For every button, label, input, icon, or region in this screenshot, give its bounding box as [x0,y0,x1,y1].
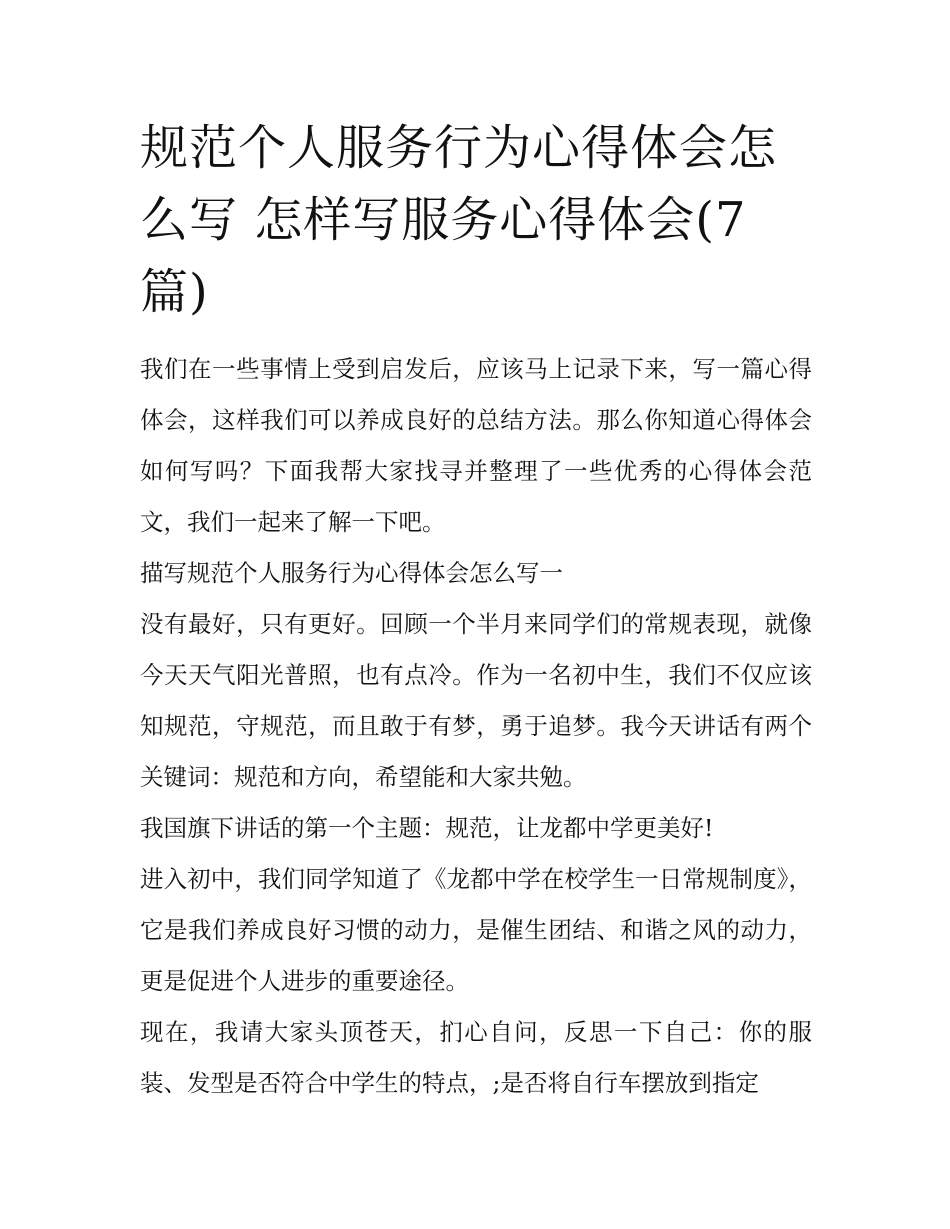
paragraph: 进入初中，我们同学知道了《龙都中学在校学生一日常规制度》，它是我们养成良好习惯的动力，是催生团结、和谐之风的动力，更是促进个人进步的重要途径。 [140,865,812,995]
document-body [140,344,812,1109]
document-title: 规范个人服务行为心得体会怎么写 怎样写服务心得体会(7篇) [140,120,778,320]
document-page [140,112,812,1109]
paragraph: 我国旗下讲话的第一个主题：规范，让龙都中学更美好! [140,814,714,842]
paragraph: 现在，我请大家头顶苍天，扪心自问，反思一下自己：你的服装、发型是否符合中学生的特点，;是否将自行车摆放到指定 [140,1018,812,1097]
paragraph-intro: 我们在一些事情上受到启发后，应该马上记录下来，写一篇心得体会，这样我们可以养成良好的总结方法。那么你知道心得体会如何写吗？下面我帮大家找寻并整理了一些优秀的心得体会范文，我们一起来了解一下吧。 [140,355,812,536]
section-heading: 描写规范个人服务行为心得体会怎么写一 [140,559,563,587]
paragraph: 没有最好，只有更好。回顾一个半月来同学们的常规表现，就像今天天气阳光普照，也有点冷。作为一名初中生，我们不仅应该知规范，守规范，而且敢于有梦，勇于追梦。我今天讲话有两个关键词：规范和方向，希望能和大家共勉。 [140,610,812,791]
